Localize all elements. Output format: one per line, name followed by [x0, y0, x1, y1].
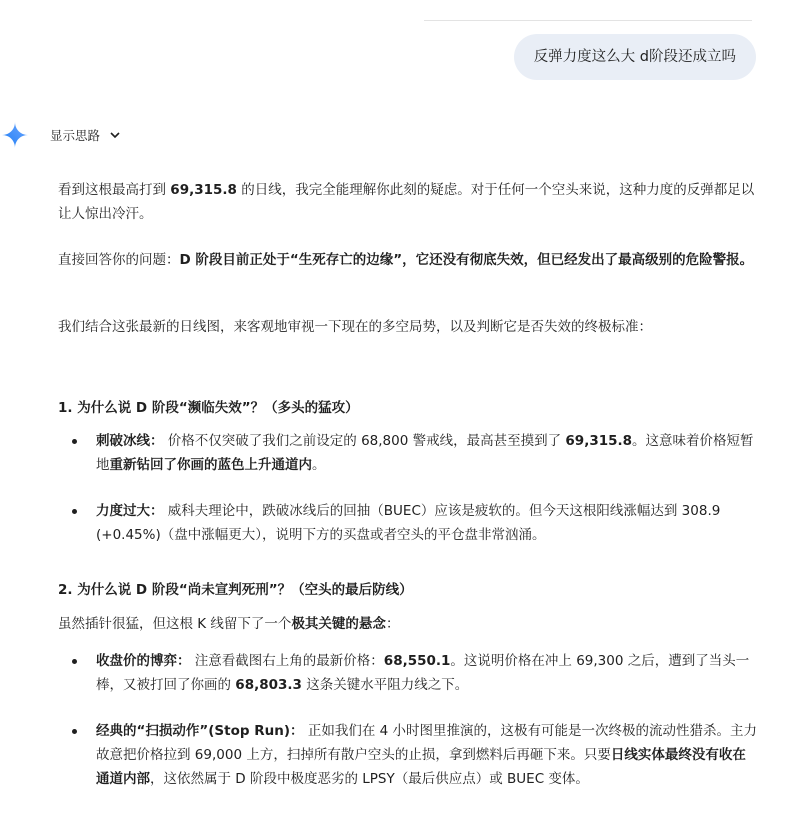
- bullet-list-1: [58, 429, 758, 547]
- user-message-text: 反弹力度这么大 d阶段还成立吗: [533, 49, 736, 65]
- user-message-bubble: [514, 34, 756, 80]
- response-paragraph-2: 直接回答你的问题：D 阶段目前正处于“生死存亡的边缘”，它还没有彻底失效，但已经发出了最高级别的危险警报。: [58, 252, 754, 268]
- list-item: 刺破冰线： 价格不仅突破了我们之前设定的 68,800 警戒线，最高甚至摸到了 69,315.8。这意味着价格短暂地重新钻回了你画的蓝色上升通道内。: [58, 429, 758, 477]
- divider-line: [424, 20, 752, 21]
- list-item: 经典的“扫损动作”(Stop Run)： 正如我们在 4 小时图里推演的，这极有可能是一次终极的流动性猎杀。主力故意把价格拉到 69,000 上方，扫掉所有散户空头的止损，拿到燃料后再砸下来。只要日线实体最终没有收在通道内部，这依然属于 D 阶段中极度恶劣的 LPSY（最后供应点）或 BUEC 变体。: [58, 719, 758, 791]
- show-thinking-toggle[interactable]: [50, 126, 121, 144]
- response-paragraph-3: 我们结合这张最新的日线图，来客观地审视一下现在的多空局势，以及判断它是否失效的终极标准：: [58, 319, 652, 335]
- section-heading-2: 2. 为什么说 D 阶段“尚未宣判死刑”？（空头的最后防线）: [58, 582, 413, 598]
- bullet-list-2: [58, 649, 758, 791]
- response-paragraph-4: 虽然插针很猛，但这根 K 线留下了一个极其关键的悬念：: [58, 616, 400, 632]
- response-paragraph-1: 看到这根最高打到 69,315.8 的日线，我完全能理解你此刻的疑虑。对于任何一个空头来说，这种力度的反弹都足以让人惊出冷汗。: [58, 182, 755, 222]
- list-item: 力度过大： 威科夫理论中，跌破冰线后的回抽（BUEC）应该是疲软的。但今天这根阳线涨幅达到 308.9 (+0.45%)（盘中涨幅更大），说明下方的买盘或者空头的平仓盘非常汹涌。: [58, 499, 758, 547]
- show-thinking-label: 显示思路: [50, 128, 101, 143]
- gemini-sparkle-icon: [2, 122, 28, 148]
- chevron-down-icon: [109, 129, 121, 141]
- section-heading-1: 1. 为什么说 D 阶段“濒临失效”？（多头的猛攻）: [58, 400, 359, 416]
- list-item: 收盘价的博弈： 注意看截图右上角的最新价格：68,550.1。这说明价格在冲上 69,300 之后，遭到了当头一棒，又被打回了你画的 68,803.3 这条关键水平阻力线之下。: [58, 649, 758, 697]
